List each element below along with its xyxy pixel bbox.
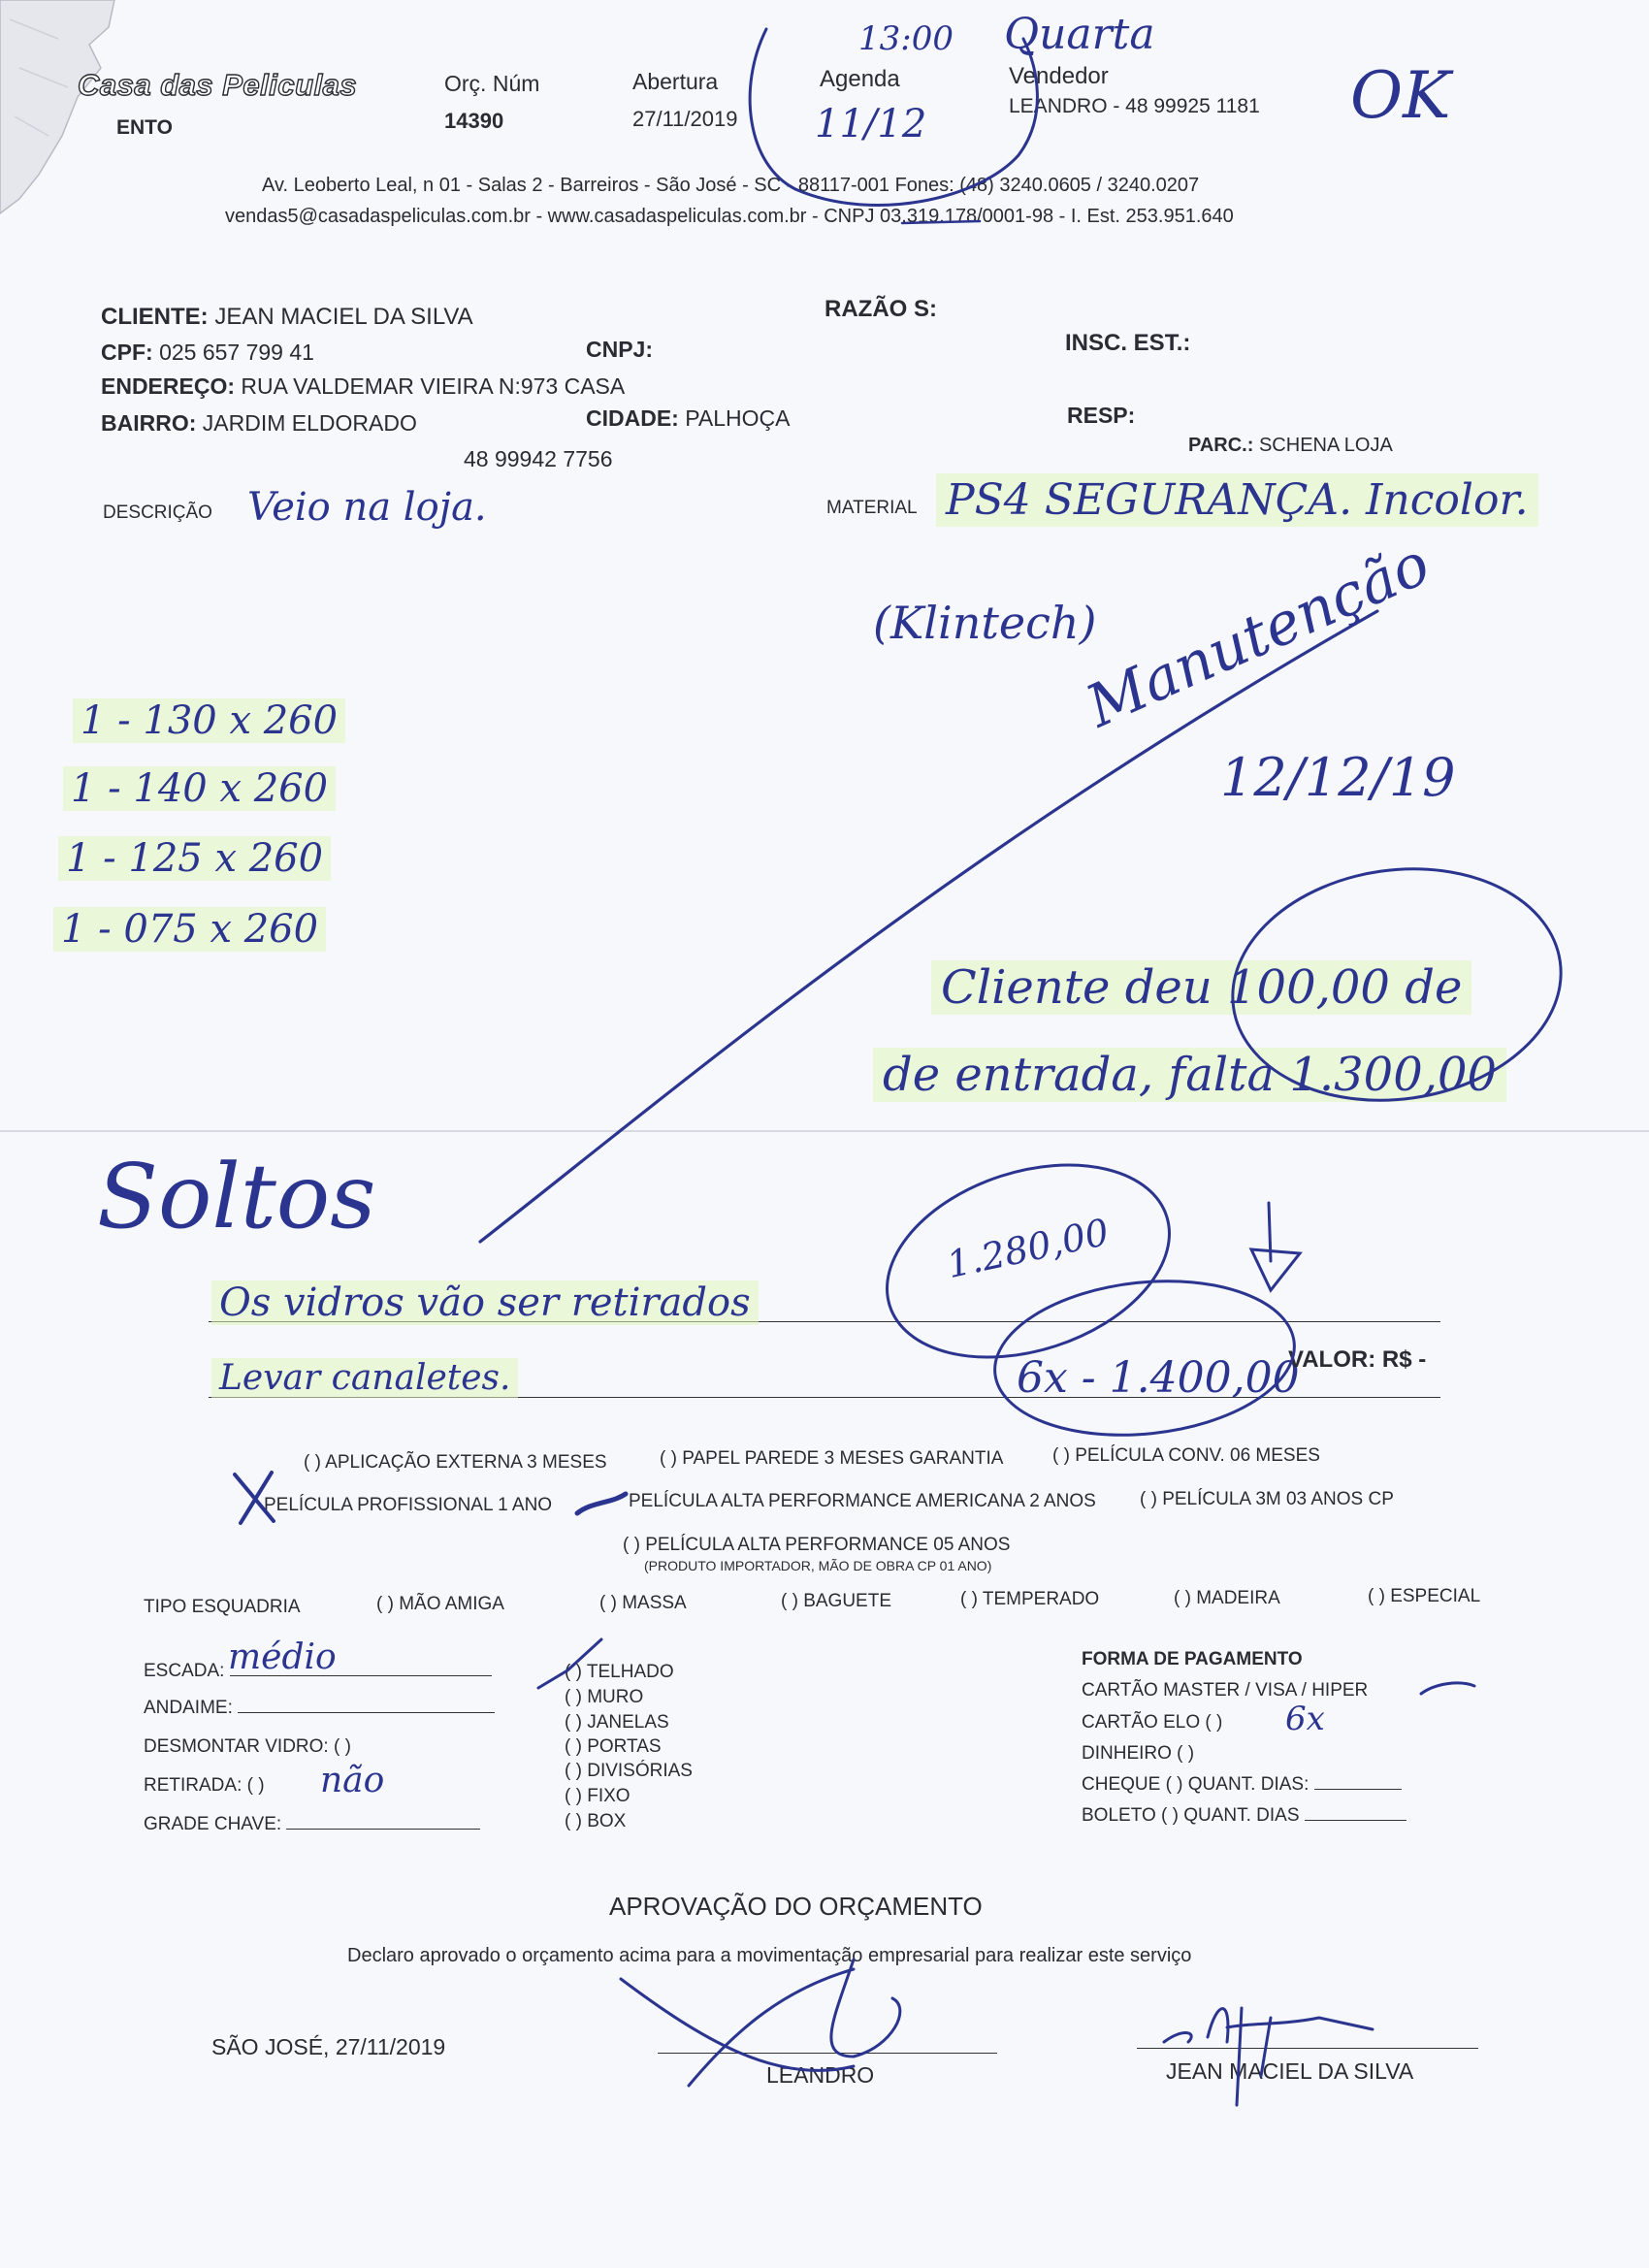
valor-label: VALOR: R$ - <box>1288 1346 1427 1373</box>
cliente-value: JEAN MACIEL DA SILVA <box>214 304 473 330</box>
bairro-label: BAIRRO: <box>101 410 197 436</box>
escada-handwritten: médio <box>228 1637 337 1677</box>
manutencao-date-handwritten: 12/12/19 <box>1220 747 1456 808</box>
option-pelicula-3m[interactable]: ( ) PELÍCULA 3M 03 ANOS CP <box>1140 1489 1394 1509</box>
client-name: JEAN MACIEL DA SILVA <box>1166 2058 1414 2084</box>
parc-label: PARC.: <box>1188 435 1254 456</box>
esquadria-madeira[interactable]: ( ) MADEIRA <box>1174 1588 1280 1608</box>
location-portas[interactable]: ( ) PORTAS <box>565 1736 662 1757</box>
option-pelicula-conv[interactable]: ( ) PELÍCULA CONV. 06 MESES <box>1052 1445 1320 1466</box>
cpf-field <box>101 340 314 366</box>
agenda-label: Agenda <box>820 66 900 92</box>
esquadria-massa[interactable]: ( ) MASSA <box>599 1593 687 1613</box>
location-telhado[interactable]: ( ) TELHADO <box>565 1662 674 1682</box>
parc-value: SCHENA LOJA <box>1258 435 1393 456</box>
payment-elo[interactable]: CARTÃO ELO ( ) <box>1082 1712 1223 1733</box>
escada-label: ESCADA: <box>144 1661 225 1681</box>
location-muro-label: MURO <box>587 1687 644 1707</box>
orc-label: Orç. Núm <box>444 71 540 96</box>
company-logo: Casa das Peliculas <box>78 68 358 102</box>
approval-title: APROVAÇÃO DO ORÇAMENTO <box>609 1892 983 1921</box>
document-type: ENTO <box>116 116 173 139</box>
option-pelicula-profissional[interactable]: PELÍCULA PROFISSIONAL 1 ANO <box>264 1495 553 1515</box>
agenda-date-handwritten: 11/12 <box>815 102 927 146</box>
desmontar-vidro-field[interactable]: DESMONTAR VIDRO: ( ) <box>144 1736 351 1757</box>
payment-boleto[interactable] <box>1082 1805 1406 1827</box>
grade-chave-field[interactable] <box>144 1814 480 1835</box>
agenda-weekday-handwritten: Quarta <box>1004 10 1155 59</box>
vendedor-label: Vendedor <box>1009 63 1109 89</box>
location-divisorias-label: DIVISÓRIAS <box>587 1761 693 1781</box>
descricao-handwritten: Veio na loja. <box>247 485 487 530</box>
bairro-value: JARDIM ELDORADO <box>202 410 417 436</box>
parc-field <box>1188 435 1393 457</box>
parcel-handwritten: 6x - 1.400,00 <box>1017 1353 1300 1403</box>
brand-handwritten: (Klintech) <box>873 597 1097 649</box>
vendedor-value: LEANDRO - 48 99925 1181 <box>1009 95 1260 117</box>
endereco-field <box>101 373 625 400</box>
measure-4: 1 - 075 x 260 <box>53 907 326 952</box>
razao-label: RAZÃO S: <box>824 296 937 322</box>
ok-handwritten: OK <box>1350 58 1451 133</box>
note-canaletes-handwritten: Levar canaletes. <box>211 1358 518 1398</box>
insc-est-label: INSC. EST.: <box>1065 330 1191 356</box>
option-pelicula-alta-performance-05[interactable]: ( ) PELÍCULA ALTA PERFORMANCE 05 ANOS <box>623 1535 1011 1555</box>
cliente-label: CLIENTE: <box>101 304 209 330</box>
esquadria-baguete[interactable]: ( ) BAGUETE <box>781 1591 892 1611</box>
esquadria-mao-amiga[interactable]: ( ) MÃO AMIGA <box>376 1594 504 1614</box>
endereco-label: ENDEREÇO: <box>101 373 236 399</box>
payment-dinheiro[interactable]: DINHEIRO ( ) <box>1082 1743 1195 1764</box>
material-handwritten: PS4 SEGURANÇA. Incolor. <box>936 473 1538 527</box>
orc-number: 14390 <box>444 109 504 133</box>
circled-value-handwritten: 1.280,00 <box>943 1210 1113 1287</box>
retirada-field[interactable]: RETIRADA: ( ) <box>144 1775 265 1796</box>
entrada-line-1: Cliente deu 100,00 de <box>931 960 1471 1015</box>
endereco-value: RUA VALDEMAR VIEIRA N:973 CASA <box>241 373 626 399</box>
master-check-mark <box>1421 1683 1474 1694</box>
measure-3: 1 - 125 x 260 <box>58 836 331 881</box>
location-box-label: BOX <box>587 1811 627 1831</box>
location-janelas[interactable]: ( ) JANELAS <box>565 1712 669 1733</box>
client-phone: 48 99942 7756 <box>464 446 613 471</box>
client-signature <box>1164 2008 1373 2105</box>
option-pelicula-alta-performance-note: (PRODUTO IMPORTADOR, MÃO DE OBRA CP 01 ANO) <box>644 1558 992 1573</box>
option-papel-parede[interactable]: ( ) PAPEL PAREDE 3 MESES GARANTIA <box>660 1448 1004 1469</box>
descricao-label: DESCRIÇÃO <box>103 502 212 523</box>
payment-cheque[interactable] <box>1082 1774 1402 1796</box>
tipo-esquadria-label: TIPO ESQUADRIA <box>144 1597 301 1617</box>
payment-title: FORMA DE PAGAMENTO <box>1082 1649 1303 1669</box>
cpf-value: 025 657 799 41 <box>159 340 314 365</box>
cliente-field <box>101 304 473 331</box>
torn-corner <box>0 0 126 233</box>
cpf-label: CPF: <box>101 340 153 365</box>
scribble-check-mark <box>577 1494 626 1513</box>
payment-master[interactable]: CARTÃO MASTER / VISA / HIPER <box>1082 1680 1369 1701</box>
measure-2: 1 - 140 x 260 <box>63 766 336 811</box>
seller-signature-line <box>658 2053 997 2054</box>
seller-name: LEANDRO <box>766 2062 875 2088</box>
location-box[interactable]: ( ) BOX <box>565 1811 627 1831</box>
abertura-date: 27/11/2019 <box>632 107 738 131</box>
measure-1: 1 - 130 x 260 <box>73 698 345 743</box>
esquadria-temperado[interactable]: ( ) TEMPERADO <box>960 1589 1100 1609</box>
place-date: SÃO JOSÉ, 27/11/2019 <box>211 2034 446 2059</box>
option-pelicula-americana[interactable]: PELÍCULA ALTA PERFORMANCE AMERICANA 2 ANOS <box>629 1491 1096 1511</box>
abertura-label: Abertura <box>632 69 719 94</box>
payment-boleto-label: BOLETO ( ) QUANT. DIAS <box>1082 1805 1300 1826</box>
client-signature-line <box>1137 2048 1478 2049</box>
note-vidros-handwritten: Os vidros vão ser retirados <box>211 1280 759 1325</box>
andaime-label: ANDAIME: <box>144 1698 233 1718</box>
esquadria-especial[interactable]: ( ) ESPECIAL <box>1368 1586 1481 1606</box>
agenda-time-handwritten: 13:00 <box>858 19 954 58</box>
location-divisorias[interactable]: ( ) DIVISÓRIAS <box>565 1761 693 1781</box>
location-fixo-label: FIXO <box>587 1786 630 1806</box>
fold-line <box>0 1130 1649 1132</box>
company-contact: vendas5@casadaspeliculas.com.br - www.casadaspeliculas.com.br - CNPJ 03.319.178/0001-98 - I. Est. 253.951.640 <box>225 206 1234 227</box>
cidade-field <box>586 405 790 432</box>
cidade-value: PALHOÇA <box>685 405 791 431</box>
location-muro[interactable]: ( ) MURO <box>565 1687 644 1707</box>
location-portas-label: PORTAS <box>587 1736 662 1757</box>
entrada-line-2: de entrada, falta 1.300,00 <box>873 1048 1506 1102</box>
option-aplicacao-externa[interactable]: ( ) APLICAÇÃO EXTERNA 3 MESES <box>304 1452 607 1473</box>
location-janelas-label: JANELAS <box>587 1712 669 1733</box>
retirada-handwritten: não <box>320 1761 385 1800</box>
company-address: Av. Leoberto Leal, n 01 - Salas 2 - Barreiros - São José - SC - 88117-001 Fones: (48) 3240.0605 / 3240.0207 <box>262 175 1200 196</box>
approval-statement: Declaro aprovado o orçamento acima para a movimentação empresarial para realizar este serviço <box>347 1945 1192 1966</box>
soltos-handwritten: Soltos <box>97 1145 376 1248</box>
bairro-field <box>101 410 417 437</box>
cnpj-label: CNPJ: <box>586 337 654 362</box>
grade-chave-label: GRADE CHAVE: <box>144 1814 282 1834</box>
andaime-field[interactable] <box>144 1698 495 1719</box>
diagonal-strike-line <box>480 611 1377 1242</box>
manutencao-handwritten: Manutenção <box>1077 530 1440 741</box>
cidade-label: CIDADE: <box>586 405 679 431</box>
payment-elo-handwritten: 6x <box>1285 1700 1325 1738</box>
payment-cheque-label: CHEQUE ( ) QUANT. DIAS: <box>1082 1774 1310 1795</box>
down-arrow-icon <box>1251 1203 1300 1290</box>
resp-label: RESP: <box>1067 403 1136 428</box>
material-label: MATERIAL <box>826 498 918 518</box>
location-fixo[interactable]: ( ) FIXO <box>565 1786 630 1806</box>
location-telhado-label: TELHADO <box>586 1662 674 1682</box>
